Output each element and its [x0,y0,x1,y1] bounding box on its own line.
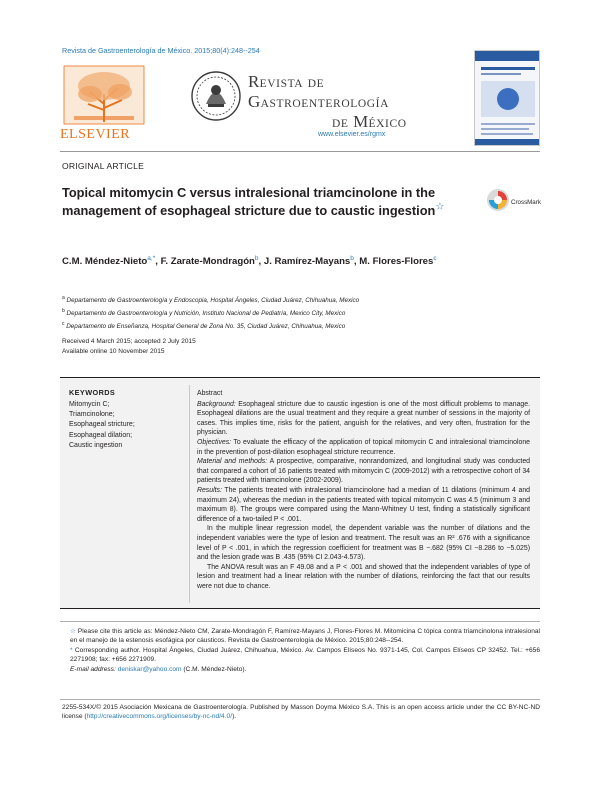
corresponding-mark[interactable]: * [70,646,73,654]
keyword-item: Triamcinolone; [69,411,115,419]
copyright-end: ). [232,713,237,721]
background-text: Esophageal stricture due to caustic ingestion is one of the most difficult problems to manage. Esophageal dilations are the usual treatment and they require a great number of sessions in the majority of cases. This implies time, risks for the patient, anguish for the relatives, and very often, frustration for the physician. [197,400,530,437]
article-title [62,184,462,220]
citation-footnote [62,627,540,646]
crossmark-label[interactable]: CrossMark [511,199,541,206]
jt1-de: DE [307,78,325,90]
keywords-divider [189,385,190,603]
journal-title-line3 [332,112,407,132]
abstract-objectives [197,438,530,457]
author-sep: , [155,256,161,268]
objectives-label: Objectives: [197,438,232,446]
author-name[interactable]: M. Flores-Flores [359,256,434,268]
cover-art-icon [475,51,540,146]
email-label: E-mail address: [70,665,116,673]
author-name[interactable]: F. Zarate-Mondragón [160,256,255,268]
copyright-notice [62,703,540,722]
abstract-title: Abstract [197,390,223,397]
journal-reference[interactable]: Revista de Gastroenterología de México. 2015;80(4):248--254 [62,46,260,55]
copyright-text: 2255-534X/© 2015 Asociación Mexicana de Gastroenterología. Published by Masson Doyma México S.A. This is an open access article under the CC BY-NC-ND license ( [62,704,540,721]
keyword-item: Caustic ingestion [69,441,123,449]
affiliation-mark: c [62,321,65,328]
citation-footnote-mark[interactable]: ☆ [70,628,76,635]
author-sep: , [353,256,360,268]
journal-title-line1 [248,72,324,92]
jt3-initial: M [353,112,369,131]
keywords-list [69,400,135,451]
author-sup[interactable]: c [433,255,437,262]
objectives-text: To evaluate the efficacy of the application of topical mitomycin C and intralesional triamcinolone in the prevention of post-dilation esophageal stricture recurrence. [197,438,530,456]
email-link[interactable]: deniskar@yahoo.com [117,665,182,673]
citation-text: Please cite this article as: Méndez-Nieto CM, Zarate-Mondragón F, Ramírez-Mayans J, Flores-Flores M. Mitomicina C tópica contra triamcinolona intralesional en el manejo de la estenosis esofágica por cáusticos. Revista de Gastroenterología de México. 2015;80:248--254. [70,628,540,645]
article-type: ORIGINAL ARTICLE [62,161,144,171]
affiliation-text: Departamento de Gastroenterología y Nutrición, Instituto Nacional de Pediatría, Mexico City, Mexico [66,310,346,318]
author-name[interactable]: C.M. Méndez-Nieto [62,256,148,268]
affiliation-list [62,293,359,332]
footnote-divider [60,621,540,622]
author-sup[interactable]: b [254,255,259,262]
journal-seal-icon [190,70,242,122]
abstract-methods [197,457,530,486]
corresponding-text: Corresponding author. Hospital Ángeles, Ciudad Juárez, Chihuahua, México. Av. Campos Elíseos No. 9371-145, Col. Campos Elíseos CP 32452. Tel.: +656 2271908; fax: +656 2271909. [70,646,540,664]
jt1-rest: EVISTA [259,78,304,90]
article-title-text: Topical mitomycin C versus intralesional triamcinolone in the management of esophageal stricture due to caustic ingestion [62,185,436,218]
title-footnote-mark[interactable]: ☆ [435,201,445,213]
abstract [197,389,530,591]
jt3-de: DE [332,118,349,130]
received-accepted-dates: Received 4 March 2015; accepted 2 July 2015 [62,338,196,345]
keyword-item: Esophageal stricture; [69,421,135,429]
affiliation-text: Departamento de Gastroenterología y Endoscopia, Hospital Ángeles, Ciudad Juárez, Chihuahua, Mexico [66,297,360,305]
affiliation-item [62,306,359,319]
available-online-date: Available online 10 November 2015 [62,347,165,355]
publisher-wordmark: ELSEVIER [60,127,131,142]
affiliation-mark: b [62,308,65,315]
keyword-item: Esophageal dilation; [69,431,133,439]
author-sup[interactable]: b [350,255,354,262]
article-dates [62,337,196,356]
background-label: Background: [197,400,236,408]
journal-cover-thumbnail [474,50,540,146]
journal-website-link[interactable]: www.elsevier.es/rgmx [318,131,386,138]
copyright-divider [60,699,540,700]
author-sep: , [258,256,264,268]
results-label: Results: [197,486,222,494]
email-footnote [62,665,540,674]
author-list [62,255,437,267]
corresponding-footnote [62,646,540,665]
jt2-initial: G [248,92,261,111]
crossmark-icon[interactable] [486,188,510,214]
email-owner: (C.M. Méndez-Nieto). [181,665,247,673]
abstract-regression: In the multiple linear regression model, the dependent variable was the number of dilations and the independent variables were the type of lesion and treatment. The result was an R² .676 with a significance level of P < .001, in which the regression coefficient for treatment was B −.682 (95% CI −8.286 to −5.025) and the lesion grade was B .435 (95% CI 2.043-4.573). [197,525,530,562]
author-name[interactable]: J. Ramírez-Mayans [263,256,351,268]
footnotes [62,627,540,674]
journal-title-line2 [248,92,389,112]
abstract-anova: The ANOVA result was an F 49.08 and a P < .001 and showed that the independent variables of type of lesion and treatment had a linear relation with the number of dilations, reinforcing the fact that our results were not due to chance. [197,563,530,590]
affiliation-mark: a [62,295,65,301]
abstract-results [197,486,530,524]
methods-text: A prospective, comparative, nonrandomized, and longitudinal study was conducted that compared a cohort of 16 patients treated with mitomycin C (2009-2012) with a retrospective cohort of 34 patients treated with triamcinolone (2002-2009). [197,458,530,485]
license-link[interactable]: http://creativecommons.org/licenses/by-nc-nd/4.0/ [86,713,233,721]
results-text: The patients treated with intralesional triamcinolone had a median of 11 dilations (minimum 4 and maximum 24), whereas the median in the patients treated with topical mitomycin C was 4.5 (minimum 3 and maximum 8). The groups were compared using the Mann-Whitney U test, finding a statistically significant difference of a two-tailed P < .001. [197,486,530,523]
header-divider [60,151,540,152]
affiliation-item [62,319,359,332]
affiliation-text: Departamento de Enseñanza, Hospital General de Zona No. 35, Ciudad Juárez, Chihuahua, Mexico [66,323,346,331]
affiliation-item [62,293,359,306]
jt3-rest: ÉXICO [368,118,407,130]
jt2-rest: ASTROENTEROLOGÍA [260,98,390,110]
abstract-background [197,400,530,438]
author-sup[interactable]: a,* [147,255,156,262]
keywords-heading: KEYWORDS [69,388,116,397]
methods-label: Material and methods: [197,458,268,466]
jt1-initial: R [248,72,260,91]
keyword-item: Mitomycin C; [69,401,110,408]
